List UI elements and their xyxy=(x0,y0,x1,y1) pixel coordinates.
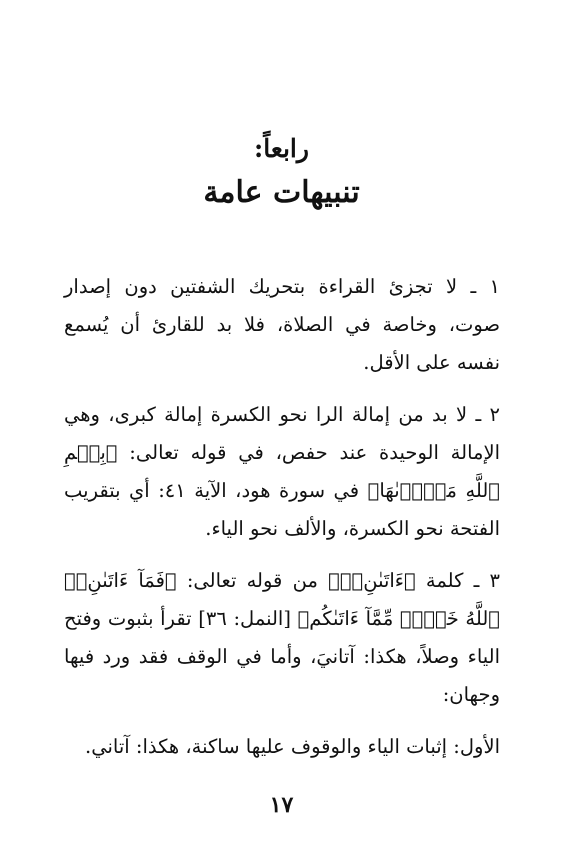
section-number: رابعاً: xyxy=(254,134,309,163)
page-number: ١٧ xyxy=(269,792,294,818)
section-title: تنبيهات عامة xyxy=(203,175,360,210)
paragraph-2: ٢ ـ لا بد من إمالة الرا نحو الكسرة إمالة كبرى، وهي الإمالة الوحيدة عند حفص، في قوله تعالى: ﴿بِسۡمِ ٱللَّهِ مَجۡر۪ىٰهَا﴾ في سورة هود، الآية ٤١: أي بتقريب الفتحة نحو الكسرة، والألف نحو الياء. xyxy=(64,403,500,540)
page-body xyxy=(64,268,500,780)
paragraph-4: الأول: إثبات الياء والوقوف عليها ساكنة، هكذا: آتاني. xyxy=(85,735,500,758)
paragraph-1: ١ ـ لا تجزئ القراءة بتحريك الشفتين دون إصدار صوت، وخاصة في الصلاة، فلا بد للقارئ أن يُسمع نفسه على الأقل. xyxy=(64,275,500,374)
paragraph-3: ٣ ـ كلمة ﴿ءَاتَىٰنِۦَ﴾ من قوله تعالى: ﴿فَمَآ ءَاتَىٰنِۦَ ٱللَّهُ خَيۡرٞ مِّمَّآ ءَاتَىٰكُم﴾ [النمل: ٣٦] تقرأ بثبوت وفتح الياء وصلاً، هكذا: آتانيَ، وأما في الوقف فقد ورد فيها وجهان: xyxy=(64,569,500,706)
